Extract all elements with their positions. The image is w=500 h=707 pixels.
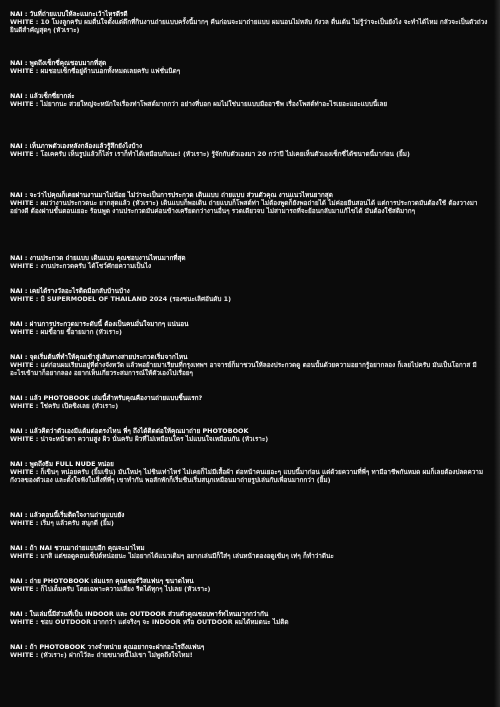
- question: NAI : แล้วคิดว่าตัวเองมีแต้มต่อตรงไหน พี่ๆ ถึงได้ติดต่อให้คุณมาถ่าย PHOTOBOOK: [10, 427, 249, 435]
- qa-block-9: [10, 353, 488, 377]
- answer: WHITE : มาสิ แต่ขอดูคอนเซ็ปต์หน่อยนะ ไม่อยากได้แนวเดิมๆ อยากเล่นมีก็ใส่ๆ เล่นหน้าตองอดูเข้มๆ เท่ๆ ก็ทำว่าดีนะ: [10, 552, 334, 560]
- answer: WHITE : ก็เขินๆ หน่อยครับ (ยิ้มเขิน) มันใหม่ๆ ไม่ชินเท่าไหร่ ไม่เคยก็ไม่มีเสื้อผ้า ต่อหน้าคนเยอะๆ แบบนี้มาก่อน แต่ด้วยความที่พี่ๆ ทามีอาชีพกันหมด ผมก็เลยต้องปลดความกังวลของตัวเอง และตั้งใจฟังในสิ่งที่พี่ๆ เขาทำกัน พอสักพักก็เริ่มชินเริ่มสนุกเหมือนมาถ่ายรูปเล่นกับเพื่อนมากกว่า (ยิ้ม): [10, 468, 484, 484]
- question: NAI : ผ่านการประกวดมาระดับนี้ ต้องเป็นคนมั่นใจมากๆ แน่นอน: [10, 320, 189, 328]
- question: NAI : ถ้า NAI ชวนมาถ่ายแบบอีก คุณจะมาไหม: [10, 544, 145, 552]
- qa-block-7: [10, 287, 488, 303]
- answer: WHITE : ผมว่างานประกวดนะ ยากสุดแล้ว (หัวเราะ) เดินแบบก็พอเดิน ถ่ายแบบก็โพสต์ท่า ไม่ต้องพูดก็ยังพอถ่ายได้ ไม่ค่อยยืนสอนได้ แต่การประกวดมันต้องใช้ ต้องวางมาอย่างดี ต้องผ่านขั้นตอนเยอะ ร้อนพูด งานประกวดมันค่อนข้างเครียดกว่างานอื่นๆ รวดเดียวจบ ไม่สามารถที่จะย้อนกลับมาแก้ไขได้ มันต้องใช้สติมากๆ: [10, 199, 478, 215]
- qa-block-10: [10, 394, 488, 410]
- qa-block-16: [10, 610, 488, 626]
- qa-block-8: [10, 320, 488, 336]
- qa-block-13: [10, 511, 488, 527]
- qa-block-12: [10, 460, 488, 484]
- question: NAI : ถ้า PHOTOBOOK วางจำหน่าย คุณอยากจะฝากอะไรถึงแฟนๆ: [10, 643, 205, 651]
- answer: WHITE : ไม่ยากนะ สวยใหญ่จะหนักใจเรื่องท่าโพสต์มากกว่า อย่างที่บอก ผมไม่ใช่นายแบบมืออาชีพ เรื่องโพสต์ท่าอะไรเยอะแยะแบบนี้เลย: [10, 100, 388, 108]
- question: NAI : แล้วตอนนี้เริ่มติดใจงานถ่ายแบบยัง: [10, 511, 125, 519]
- question: NAI : เคยได้รางวัลอะไรติดมือกลับบ้านบ้าง: [10, 287, 130, 295]
- qa-block-4: [10, 142, 488, 158]
- answer: WHITE : มิ SUPERMODEL OF THAILAND 2024 (รองชนะเลิศอันดับ 1): [10, 295, 232, 303]
- answer: WHITE : ก็ไปเต็มครับ โดยเฉพาะความเสี่ยง รีดได้ทุกๆ ไปเลย (หัวเราะ): [10, 585, 211, 593]
- question: NAI : ถ่าย PHOTOBOOK เล่มแรก คุณเซอร์วิสแฟนๆ ขนาดไหน: [10, 577, 194, 585]
- answer: WHITE : 10 โมงลูกครับ ผมตื่นใจตั้งแต่ดึกที่กินงานถ่ายแบบครั้งนี้มากๆ คืนก่อนจะมาถ่ายแบบ ผมนอนไม่หลับ กังวล ตื่นเต้น ไม่รู้ว่าจะเป็นยังไง จะทำได้ไหม กลัวจะเป็นตัวถ่วง ยินดีสำคัญสุดๆ (หัวเราะ): [10, 18, 490, 34]
- answer: WHITE : งานประกวดครับ ได้โชว์ศักยความเป็นไง: [10, 262, 152, 270]
- answer: WHITE : (หัวเราะ) ฝากไว้ละ ถ่ายขนาดนี้ไม่เขา ไม่พูดถึงใจไหม!: [10, 651, 193, 659]
- qa-block-2: [10, 59, 488, 75]
- question: NAI : งานประกวด ถ่ายแบบ เดินแบบ คุณชอบงานไหนมากที่สุด: [10, 254, 186, 262]
- answer: WHITE : ผมชอบเซ็กซี่อยู่ด้านนอกทั้งหมดเลยครับ แฟชั่นนิดๆ: [10, 67, 181, 75]
- question: NAI : จะว่าไปคุณก็เคยผ่านงานมาไม่น้อย ไม่ว่าจะเป็นการประกวด เดินแบบ ถ่ายแบบ ส่วนตัวคุณ งานแนวไหนยากสุด: [10, 191, 333, 199]
- question: NAI : พูดถึงธีม FULL NUDE หน่อย: [10, 460, 114, 468]
- question: NAI : ในเล่มนี้มีส่วนที่เป็น INDOOR และ OUTDOOR ส่วนตัวคุณชอบพาร์ทไหนมากกว่ากัน: [10, 610, 269, 618]
- question: NAI : แล้ว PHOTOBOOK เล่มนี้สำหรับคุณคืองานถ่ายแบบชิ้นแรก?: [10, 394, 203, 402]
- qa-block-11: [10, 427, 488, 443]
- answer: WHITE : ผมขี้อาย ขี้อายมาก (หัวเราะ): [10, 328, 122, 336]
- answer: WHITE : แต่ก่อนผมเรียนอยู่ที่ต่างจังหวัด แล้วพอย้ายมาเรียนที่กรุงเทพฯ อาจารย์ก็มาชวนให้ลองประกวดดู ตอนนั้นด้วยความอยากรู้อยากลอง ก็เลยไปครับ มันเป็นโอกาส มีอะไรเข้ามาก็อยากลอง อยากเห็นเกี่ยวระสมการณ์ให้ตัวเองไปเรื่อยๆ: [10, 361, 477, 377]
- question: NAI : เห็นภาพตัวเองหลังกล้องแล้วรู้สึกยังไงบ้าง: [10, 142, 143, 150]
- qa-block-6: [10, 254, 488, 270]
- qa-block-17: [10, 643, 488, 659]
- question: NAI : พูดถึงเซ็กซี่คุณชอบมากที่สุด: [10, 59, 107, 67]
- qa-block-15: [10, 577, 488, 593]
- qa-block-14: [10, 544, 488, 560]
- answer: WHITE : เริ่มๆ แล้วครับ สนุกดี (ยิ้ม): [10, 519, 114, 527]
- qa-block-5: [10, 191, 488, 215]
- answer: WHITE : โอเคครับ เห็นรูปแล้วก็ไล่ร เราก็ทำได้เหมือนกันนะ! (หัวเราะ) รู้จักกับตัวเองมา 20 กว่าปี ไม่เคยเห็นตัวเองเซ็กซี่ได้ขนาดนี้มาก่อน (ยิ้ม): [10, 150, 410, 158]
- question: NAI : แล้วเซ็กซี่ยากล่ะ: [10, 92, 75, 100]
- page-edge-shadow: [494, 0, 500, 707]
- qa-block-1: [10, 10, 488, 34]
- qa-block-3: [10, 92, 488, 108]
- answer: WHITE : น่าจะหน้าตา ความสูง ผิว นั่นครับ ผิวที่ไม่เหมือนใคร ไม่แบนใจเหมือนกัน (หัวเราะ): [10, 435, 269, 443]
- answer: WHITE : ใช่ครับ เปิดซิงเลย (หัวเราะ): [10, 402, 119, 410]
- question: NAI : จุดเริ่มต้นที่ทำให้คุณเข้าสู่เส้นทางสายประกวดเริ่มจากไหน: [10, 353, 188, 361]
- question: NAI : วันที่ถ่ายแบบให้ละแมกะเว้าไหรดีรดี: [10, 10, 128, 18]
- answer: WHITE : ชอบ OUTDOOR มากกว่า แต่จริงๆ จะ INDOOR หรือ OUTDOOR ผมได้หมดนะ ไม่ติด: [10, 618, 289, 626]
